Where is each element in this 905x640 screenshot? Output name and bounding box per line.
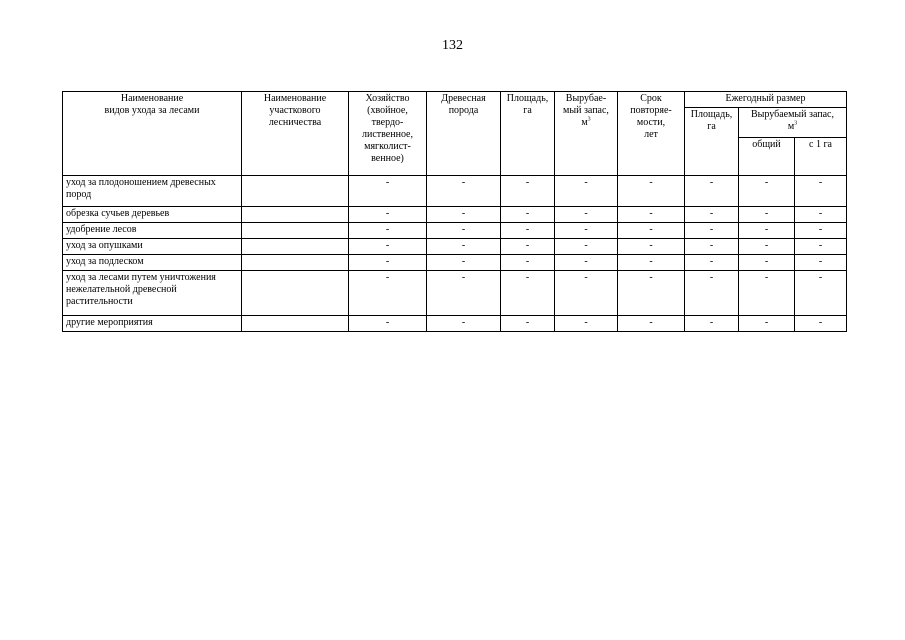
row-value-cell: - xyxy=(555,255,618,271)
header-annual-per-ha: с 1 га xyxy=(795,138,847,176)
row-value-cell: - xyxy=(739,255,795,271)
row-value-cell: - xyxy=(618,271,685,316)
row-value-cell: - xyxy=(618,176,685,207)
header-annual: Ежегодный размер xyxy=(685,92,847,108)
header-species: Древесная порода xyxy=(427,92,501,176)
row-value-cell: - xyxy=(349,255,427,271)
row-value-cell: - xyxy=(427,316,501,332)
row-name-cell: удобрение лесов xyxy=(63,223,242,239)
table-row xyxy=(63,316,847,332)
row-value-cell: - xyxy=(427,271,501,316)
row-name-cell: уход за опушками xyxy=(63,239,242,255)
row-value-cell: - xyxy=(501,239,555,255)
row-name-cell: другие мероприятия xyxy=(63,316,242,332)
row-value-cell: - xyxy=(685,271,739,316)
row-value-cell: - xyxy=(501,316,555,332)
row-value-cell: - xyxy=(685,207,739,223)
row-value-cell: - xyxy=(501,207,555,223)
row-value-cell: - xyxy=(685,239,739,255)
row-value-cell: - xyxy=(618,223,685,239)
row-value-cell: - xyxy=(349,207,427,223)
row-forestry-cell xyxy=(242,271,349,316)
row-forestry-cell xyxy=(242,239,349,255)
row-value-cell: - xyxy=(555,239,618,255)
row-value-cell: - xyxy=(501,255,555,271)
table-row xyxy=(63,223,847,239)
row-forestry-cell xyxy=(242,207,349,223)
row-value-cell: - xyxy=(501,176,555,207)
header-work-type: Наименование видов ухода за лесами xyxy=(63,92,242,176)
row-name-cell: уход за лесами путем уничтожения нежелательной древесной растительности xyxy=(63,271,242,316)
row-value-cell: - xyxy=(795,207,847,223)
row-value-cell: - xyxy=(501,223,555,239)
header-annual-area: Площадь, га xyxy=(685,108,739,176)
header-area: Площадь, га xyxy=(501,92,555,176)
row-value-cell: - xyxy=(739,223,795,239)
row-value-cell: - xyxy=(739,207,795,223)
row-value-cell: - xyxy=(555,176,618,207)
row-value-cell: - xyxy=(349,239,427,255)
header-annual-total: общий xyxy=(739,138,795,176)
row-value-cell: - xyxy=(795,255,847,271)
table-row xyxy=(63,207,847,223)
row-name-cell: обрезка сучьев деревьев xyxy=(63,207,242,223)
table-row xyxy=(63,239,847,255)
row-value-cell: - xyxy=(685,255,739,271)
row-value-cell: - xyxy=(795,271,847,316)
row-value-cell: - xyxy=(795,223,847,239)
row-value-cell: - xyxy=(795,316,847,332)
row-value-cell: - xyxy=(349,176,427,207)
row-value-cell: - xyxy=(349,316,427,332)
row-value-cell: - xyxy=(555,223,618,239)
row-name-cell: уход за плодоношением древесных пород xyxy=(63,176,242,207)
row-value-cell: - xyxy=(685,223,739,239)
header-forestry: Наименование участкового лесничества xyxy=(242,92,349,176)
row-forestry-cell xyxy=(242,316,349,332)
row-value-cell: - xyxy=(739,239,795,255)
row-value-cell: - xyxy=(618,316,685,332)
row-value-cell: - xyxy=(349,223,427,239)
row-value-cell: - xyxy=(555,207,618,223)
row-forestry-cell xyxy=(242,255,349,271)
row-value-cell: - xyxy=(618,207,685,223)
header-economy: Хозяйство (хвойное, твердо- лиственное, мягколист- венное) xyxy=(349,92,427,176)
row-value-cell: - xyxy=(427,207,501,223)
page-number: 132 xyxy=(442,38,463,53)
row-value-cell: - xyxy=(739,316,795,332)
header-stock: Вырубае- мый запас, $м^3$ xyxy=(555,92,618,176)
row-value-cell: - xyxy=(349,271,427,316)
row-value-cell: - xyxy=(501,271,555,316)
row-value-cell: - xyxy=(618,255,685,271)
row-value-cell: - xyxy=(555,316,618,332)
row-value-cell: - xyxy=(427,176,501,207)
header-term: Срок повторяе- мости, лет xyxy=(618,92,685,176)
row-value-cell: - xyxy=(427,239,501,255)
row-value-cell: - xyxy=(795,239,847,255)
table-row xyxy=(63,176,847,207)
table-row xyxy=(63,271,847,316)
row-value-cell: - xyxy=(555,271,618,316)
row-value-cell: - xyxy=(427,255,501,271)
row-value-cell: - xyxy=(618,239,685,255)
table-row xyxy=(63,255,847,271)
row-value-cell: - xyxy=(427,223,501,239)
row-value-cell: - xyxy=(739,271,795,316)
row-forestry-cell xyxy=(242,223,349,239)
row-value-cell: - xyxy=(685,176,739,207)
row-value-cell: - xyxy=(739,176,795,207)
row-value-cell: - xyxy=(795,176,847,207)
forest-care-table xyxy=(62,91,847,332)
row-name-cell: уход за подлеском xyxy=(63,255,242,271)
header-annual-stock: Вырубаемый запас, $м^3$ xyxy=(739,108,847,138)
row-value-cell: - xyxy=(685,316,739,332)
row-forestry-cell xyxy=(242,176,349,207)
